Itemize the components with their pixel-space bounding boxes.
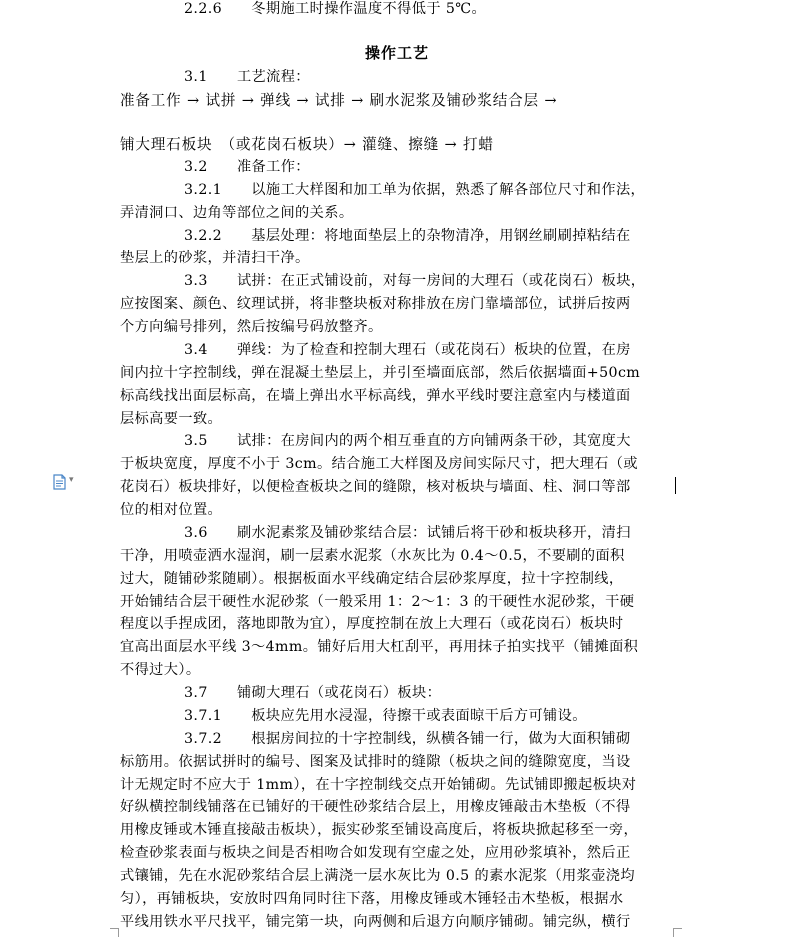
clause-3-6-cont-3: 开始铺结合层干硬性水泥砂浆（一般采用 1：2～1：3 的干硬性水泥砂浆，干硬 [120,594,635,610]
text-cursor [675,477,676,494]
clause-3-6-cont-6: 不得过大）。 [120,662,201,678]
clause-3-7: 3.7 铺砌大理石（或花岗石）板块： [184,685,442,701]
clause-3-5-cont-2: 花岗石）板块排好，以便检查板块之间的缝隙，核对板块与墙面、柱、洞口等部 [120,479,631,495]
clause-3-7-2-cont-8: 平线用铁水平尺找平，铺完第一块，向两侧和后退方向顺序铺砌。铺完纵，横行 [120,914,631,930]
clause-3-6: 3.6 刷水泥素浆及铺砂浆结合层：试铺后将干砂和板块移开，清扫 [184,525,631,541]
clause-3-1: 3.1 工艺流程： [184,69,310,85]
process-flow-line-1: 准备工作 → 试拼 → 弹线 → 试排 → 刷水泥浆及铺砂浆结合层 → [120,92,558,109]
clause-2-2-6: 2.2.6 冬期施工时操作温度不得低于 5℃。 [184,1,487,17]
clause-3-7-1: 3.7.1 板块应先用水浸湿，待擦干或表面晾干后方可铺设。 [184,708,587,724]
clause-3-2-1: 3.2.1 以施工大样图和加工单为依据，熟悉了解各部位尺寸和作法， [184,182,646,198]
clause-3-4-cont-1: 间内拉十字控制线，弹在混凝土垫层上，并引至墙面底部，然后依据墙面+50cm [120,365,641,381]
clause-3-7-2: 3.7.2 根据房间拉的十字控制线，纵横各铺一行，做为大面积铺砌 [184,731,631,747]
clause-3-2-1-cont: 弄清洞口、边角等部位之间的关系。 [120,205,354,221]
clause-3-7-2-cont-3: 好纵横控制线铺落在已铺好的干硬性砂浆结合层上，用橡皮锤敲击木垫板（不得 [120,799,631,815]
clause-3-6-cont-2: 过大，随铺砂浆随刷）。根据板面水平线确定结合层砂浆厚度，拉十字控制线， [120,571,624,587]
clause-3-7-2-cont-7: 匀），再铺板块，安放时四角同时往下落，用橡皮锤或木锤轻击木垫板，根据水 [120,891,624,907]
clause-3-7-2-cont-2: 计无规定时不应大于 1mm），在十字控制线交点开始铺砌。先试铺即搬起板块对 [120,777,637,793]
clause-3-2-2-cont: 垫层上的砂浆，并清扫干净。 [120,250,310,266]
document-note-icon[interactable] [52,474,78,490]
clause-3-2-2: 3.2.2 基层处理：将地面垫层上的杂物清净，用钢丝刷刷掉粘结在 [184,228,631,244]
clause-3-5: 3.5 试排：在房间内的两个相互垂直的方向铺两条干砂，其宽度大 [184,433,631,449]
chevron-down-icon: ▾ [69,475,74,485]
clause-3-7-2-cont-5: 检查砂浆表面与板块之间是否相吻合如发现有空虚之处，应用砂浆填补，然后正 [120,845,631,861]
clause-3-4-cont-2: 标高线找出面层标高，在墙上弹出水平标高线，弹水平线时要注意室内与楼道面 [120,388,631,404]
clause-3-7-2-cont-1: 标筋用。依据试拼时的编号、图案及试排时的缝隙（板块之间的缝隙宽度，当设 [120,754,631,770]
clause-3-6-cont-5: 宜高出面层水平线 3～4mm。铺好后用大杠刮平，再用抹子拍实找平（铺摊面积 [120,639,639,655]
page-corner-mark-right [673,928,682,937]
clause-3-2: 3.2 准备工作： [184,159,310,175]
clause-3-4-cont-3: 层标高要一致。 [120,411,223,427]
clause-3-7-2-cont-6: 式镶铺，先在水泥砂浆结合层上满浇一层水灰比为 0.5 的素水泥浆（用浆壶浇均 [120,868,635,884]
process-flow-line-2: 铺大理石板块 （或花岗石板块）→ 灌缝、擦缝 → 打蜡 [120,136,494,153]
clause-3-3: 3.3 试拼：在正式铺设前，对每一房间的大理石（或花岗石）板块， [184,273,646,289]
page-corner-mark-left [110,928,119,937]
clause-3-4: 3.4 弹线：为了检查和控制大理石（或花岗石）板块的位置，在房 [184,342,631,358]
clause-3-3-cont-1: 应按图案、颜色、纹理试拼，将非整块板对称排放在房门靠墙部位，试拼后按两 [120,296,631,312]
clause-3-6-cont-4: 程度以手捏成团，落地即散为宜），厚度控制在放上大理石（或花岗石）板块时 [120,616,624,632]
clause-3-5-cont-3: 位的相对位置。 [120,502,223,518]
clause-3-5-cont-1: 于板块宽度，厚度不小于 3cm。结合施工大样图及房间实际尺寸，把大理石（或 [120,456,638,472]
clause-3-6-cont-1: 干净，用喷壶洒水湿润，刷一层素水泥浆（水灰比为 0.4～0.5，不要刷的面积 [120,548,625,564]
clause-3-3-cont-2: 个方向编号排列，然后按编号码放整齐。 [120,319,383,335]
section-heading: 操作工艺 [364,44,429,62]
clause-3-7-2-cont-4: 用橡皮锤或木锤直接敲击板块），振实砂浆至铺设高度后，将板块掀起移至一旁， [120,822,639,838]
